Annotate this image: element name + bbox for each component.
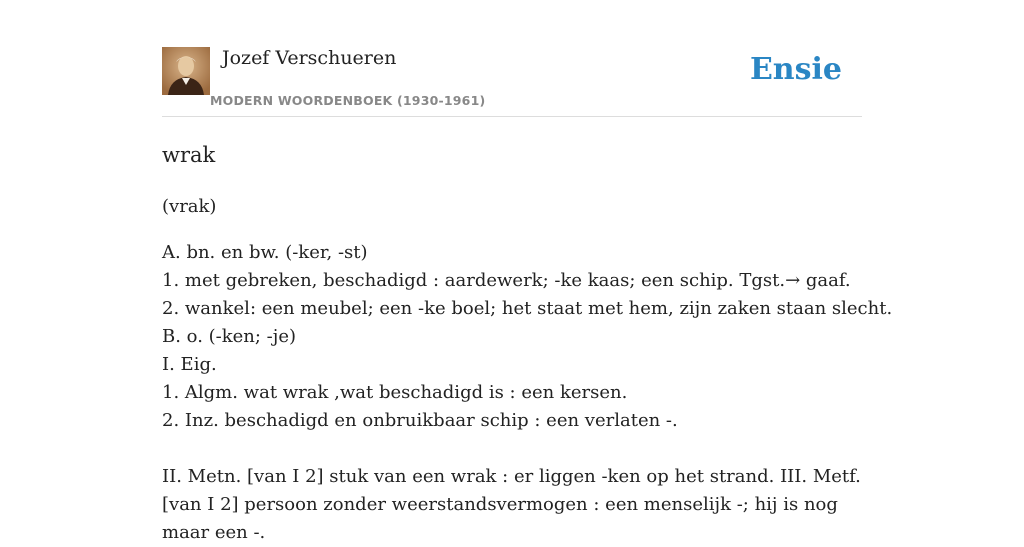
site-header [162,0,862,117]
definition-spacer [162,435,862,463]
author-name[interactable]: Jozef Verschueren [222,47,397,69]
definition-line: A. bn. en bw. (-ker, -st) [162,242,368,263]
definition-line: 1. met gebreken, beschadigd : aardewerk; -ke kaas; een schip. Tgst.→ gaaf. [162,270,851,291]
entry-definition [162,239,893,547]
definition-line: 1. Algm. wat wrak ,wat beschadigd is : een kersen. [162,382,628,403]
author-portrait-icon [162,47,210,95]
entry-pronunciation: (vrak) [162,196,217,217]
dictionary-source[interactable]: MODERN WOORDENBOEK (1930-1961) [210,93,486,108]
definition-line: I. Eig. [162,354,217,375]
definition-line: B. o. (-ken; -je) [162,326,297,347]
definition-paragraph: II. Metn. [van I 2] stuk van een wrak : er liggen -ken op het strand. III. Metf. [van I 2] persoon zonder weerstandsvermogen : een menselijk -; hij is nog maar een -. [162,466,861,543]
ensie-logo[interactable]: Ensie [749,52,842,87]
entry-headword: wrak [162,143,216,167]
author-avatar[interactable] [162,47,210,95]
definition-line: 2. wankel: een meubel; een -ke boel; het staat met hem, zijn zaken staan slecht. [162,298,893,319]
definition-line: 2. Inz. beschadigd en onbruikbaar schip : een verlaten -. [162,410,678,431]
